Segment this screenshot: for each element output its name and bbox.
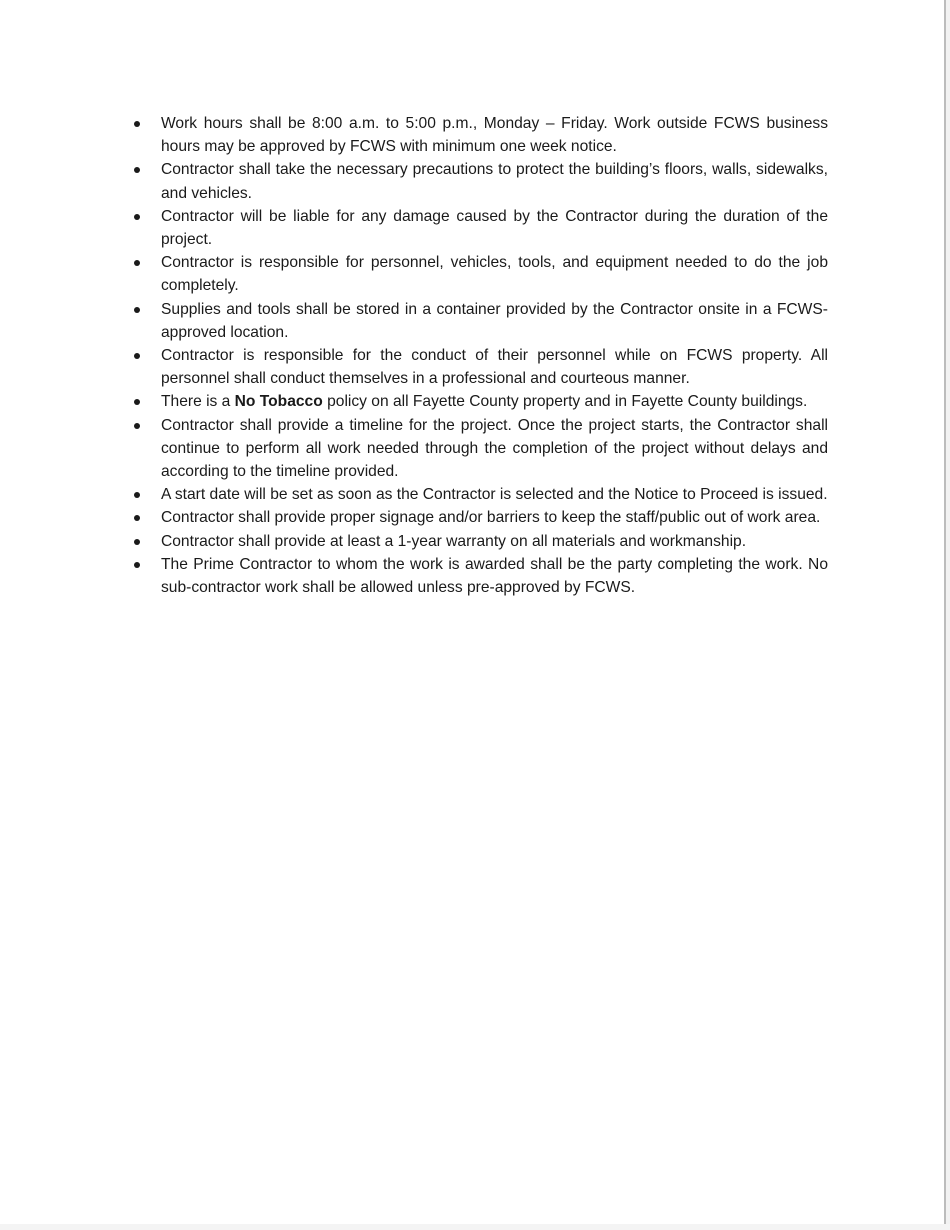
requirement-text: Contractor is responsible for the conduct of their personnel while on FCWS property. All personnel shall conduct themselves in a professional and courteous manner.: [161, 347, 828, 388]
list-item: [132, 112, 828, 158]
requirement-text: Contractor shall provide proper signage and/or barriers to keep the staff/public out of work area.: [161, 509, 821, 527]
no-tobacco-emphasis: No Tobacco: [234, 393, 323, 411]
bullet-icon: [134, 121, 140, 127]
bullet-icon: [134, 214, 140, 220]
list-item: [132, 344, 828, 390]
list-item: [132, 553, 828, 599]
list-item: [132, 390, 828, 413]
requirement-text: Contractor shall take the necessary precautions to protect the building’s floors, walls, sidewalks, and vehicles.: [161, 161, 828, 202]
bullet-icon: [134, 562, 140, 568]
requirement-text: Contractor will be liable for any damage caused by the Contractor during the duration of the project.: [161, 207, 828, 249]
list-item: [132, 251, 828, 297]
bullet-icon: [134, 399, 140, 405]
list-item: [132, 298, 828, 344]
list-item: [132, 158, 828, 204]
bullet-icon: [134, 539, 140, 545]
bullet-icon: [134, 515, 140, 521]
list-item: [132, 506, 828, 529]
list-item: [132, 414, 828, 484]
scan-edge-line: [944, 0, 946, 1230]
bullet-icon: [134, 492, 140, 498]
bullet-icon: [134, 260, 140, 266]
scan-border: [946, 0, 950, 1230]
list-item: [132, 205, 828, 251]
requirement-text-after: policy on all Fayette County property and in Fayette County buildings.: [322, 393, 808, 411]
requirement-text: The Prime Contractor to whom the work is awarded shall be the party completing the work. No sub-contractor work shall be allowed unless pre-approved by FCWS.: [161, 555, 828, 597]
requirement-text: Contractor is responsible for personnel, vehicles, tools, and equipment needed to do the job completely.: [161, 254, 828, 295]
requirement-text: A start date will be set as soon as the Contractor is selected and the Notice to Proceed is issued.: [161, 486, 828, 504]
bullet-icon: [134, 307, 140, 313]
list-item: [132, 483, 828, 506]
requirement-text: Contractor shall provide at least a 1-year warranty on all materials and workmanship.: [161, 532, 747, 550]
requirement-text-before: There is a: [161, 393, 235, 411]
bullet-icon: [134, 353, 140, 359]
requirement-text: Work hours shall be 8:00 a.m. to 5:00 p.m., Monday – Friday. Work outside FCWS business hours may be approved by FCWS with minimum one week notice.: [161, 115, 828, 156]
scan-bottom-border: [0, 1224, 950, 1230]
list-item: [132, 530, 828, 553]
requirements-list: [132, 112, 828, 599]
bullet-icon: [134, 423, 140, 429]
requirement-text: Contractor shall provide a timeline for the project. Once the project starts, the Contractor shall continue to perform all work needed through the completion of the project without delays and according to the timeline provided.: [161, 416, 828, 481]
bullet-icon: [134, 167, 140, 173]
requirement-text: Supplies and tools shall be stored in a container provided by the Contractor onsite in a FCWS-approved location.: [161, 300, 828, 341]
